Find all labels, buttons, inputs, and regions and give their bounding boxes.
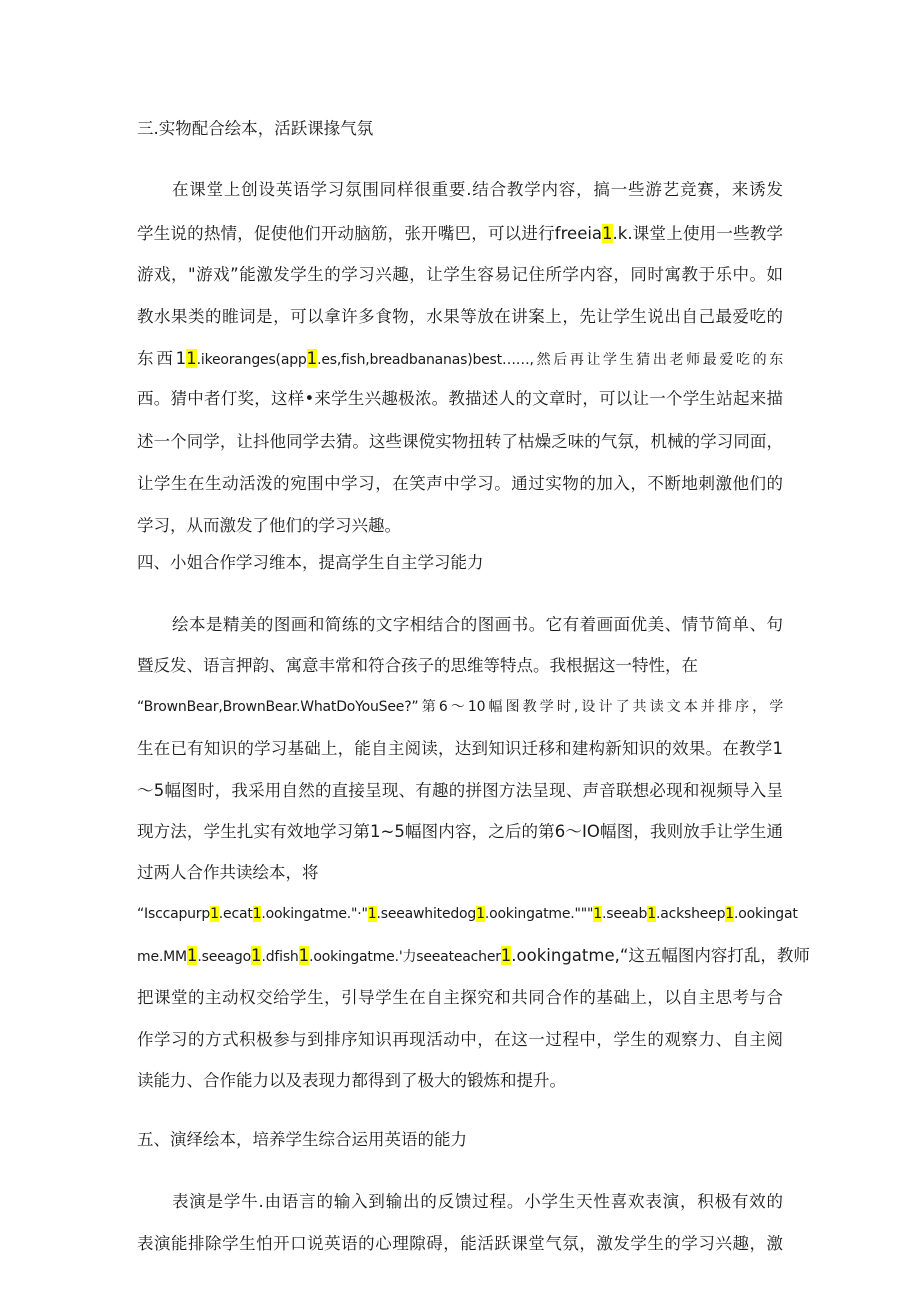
highlight-mark: 1 bbox=[476, 906, 485, 922]
text-line: 读能力、合作能力以及表现力都得到了极大的锻炼和提升。 bbox=[137, 1071, 566, 1090]
section-heading-5: 五、演绎绘本，培养学生综合运用英语的能力 bbox=[137, 1130, 467, 1149]
text-line: 生在已有知识的学习基础上，能自主阅读，达到知识迁移和建构新知识的效果。在教学1 bbox=[137, 739, 783, 758]
text-line: 把课堂的主动权交给学生，引导学生在自主探究和共同合作的基础上，以自主思考与合 bbox=[137, 988, 783, 1007]
highlight-mark: 1 bbox=[186, 946, 198, 965]
highlight-mark: 1 bbox=[602, 224, 613, 243]
text-line: 教水果类的睢词是，可以拿许多食物，水果等放在讲案上，先让学生说出自己最爱吃的 bbox=[137, 307, 783, 326]
text-line: 作学习的方式积极参与到排序知识再现活动中，在这一过程中，学生的观察力、自主阅 bbox=[137, 1030, 783, 1049]
text-line: 让学生在生动活泼的宛围中学习，在笑声中学习。通过实物的加入，不断地刺激他们的 bbox=[137, 474, 783, 493]
text-line: 在课堂上创设英语学习氛围同样很重要.结合教学内容，搞一些游艺竞赛，来诱发 bbox=[172, 180, 783, 199]
text-line: 西。猜中者仃奖，这样•来学生兴趣极浓。教描述人的文章时，可以让一个学生站起来描 bbox=[137, 389, 783, 408]
section-heading-4: 四、小姐合作学习维本，提高学生自主学习能力 bbox=[137, 553, 484, 572]
text-line: me.MM1.seeago1.dfish1.ookingatme.'力seeateacher1.ookingatme,“这五幅图内容打乱，教师 bbox=[137, 946, 810, 965]
highlight-mark: 1 bbox=[593, 906, 602, 922]
text-line: 表演能排除学生怕开口说英语的心理隙碍，能活跃课堂气氛，激发学生的学习兴趣，激 bbox=[137, 1234, 783, 1253]
text-line: 学生说的热情，促使他们开动脑筋，张开嘴巴，可以进行freeia1.k.课堂上使用一些教学 bbox=[137, 224, 784, 243]
section-heading-3: 三.实物配合绘本，活跃课掾气氛 bbox=[137, 119, 374, 138]
text-line: 东西11.ikeoranges(app1.es,fish,breadbananas)best……,然后再让学生猜出老师最爱吃的东 bbox=[137, 349, 783, 368]
text-line: 绘本是精美的图画和简练的文字相结合的图画书。它有着画面优美、情节简单、句 bbox=[172, 615, 783, 634]
highlight-mark: 1 bbox=[298, 946, 310, 965]
highlight-mark: 1 bbox=[250, 946, 262, 965]
text-line: 表演是学牛.由语言的输入到输出的反馈过程。小学生天性喜欢表演，积极有效的 bbox=[172, 1192, 783, 1211]
highlight-mark: 1 bbox=[647, 906, 656, 922]
text-line: 现方法，学生扎实有效地学习第1~5幅图内容，之后的第6〜IO幅图，我则放手让学生通 bbox=[137, 822, 783, 841]
highlight-mark: 1 bbox=[210, 906, 219, 922]
highlight-mark: 1 bbox=[252, 906, 262, 922]
text-line: 过两人合作共读绘本，将 bbox=[137, 863, 319, 882]
text-line: 暨反发、语言押韵、寓意丰常和符合孩子的思维等特点。我根据这一特性，在 bbox=[137, 656, 698, 675]
text-line: 游戏，"游戏”能激发学生的学习兴趣，让学生容易记住所学内容，同时寓教于乐中。如 bbox=[137, 265, 783, 284]
text-line: “BrownBear,BrownBear.WhatDoYouSee?”第6〜10幅图教学时,设计了共读文本并排序，学 bbox=[137, 699, 783, 715]
text-line: 述一个同学，让抖他同学去猜。这些课傥实物扭转了枯燥乏味的气氛，机械的学习同面， bbox=[137, 432, 783, 451]
highlight-mark: 1 bbox=[306, 349, 318, 368]
highlight-mark: 1 bbox=[367, 906, 377, 922]
highlight-mark: 1 bbox=[725, 906, 734, 922]
text-line: 学习，从而激发了他们的学习兴趣。 bbox=[137, 516, 401, 535]
text-line: 〜5幅图时，我采用自然的直接呈现、有趣的拼图方法呈现、声音联想必现和视频导入呈 bbox=[137, 781, 783, 800]
highlight-mark: 1 bbox=[186, 349, 197, 368]
text-line: “Isccapurp1.ecat1.ookingatme."·"1.seeawhitedog1.ookingatme."""1.seeab1.acksheep1.ookingat bbox=[137, 906, 798, 922]
highlight-mark: 1 bbox=[500, 946, 512, 965]
